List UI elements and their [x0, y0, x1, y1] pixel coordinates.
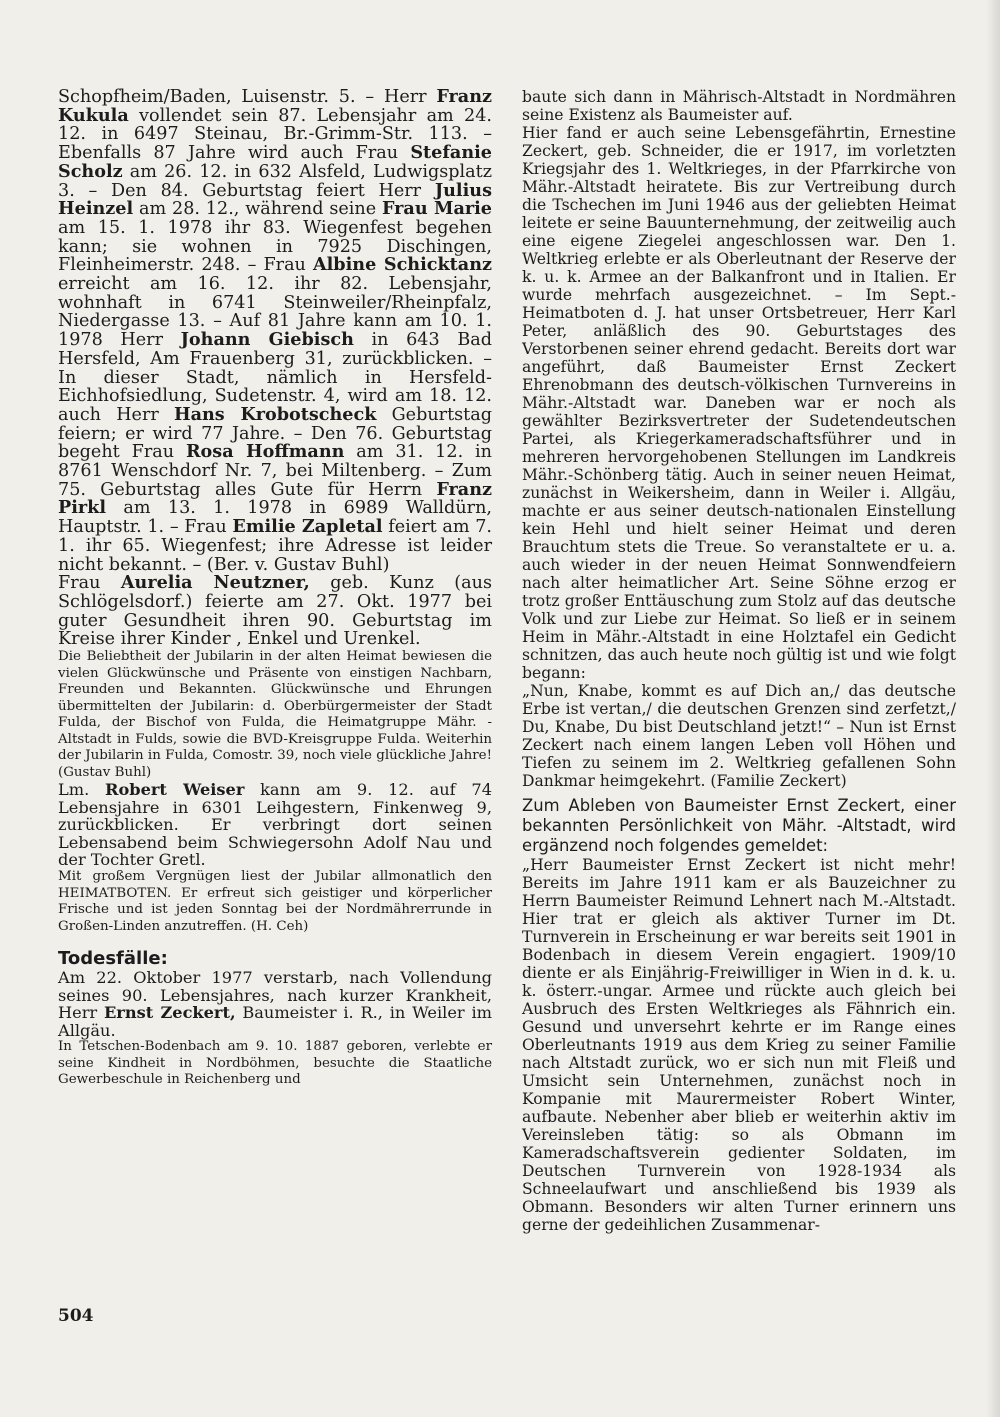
left-column	[58, 88, 492, 1089]
text-run: in 643 Bad Hersfeld, Am Frauenberg 31, zurückblicken. – In dieser Stadt, nämlich in Hersfeld-Eichhofsiedlung, Sudetenstr. 4, wird am 18. 12. auch Herr	[58, 330, 492, 425]
text-run: kann am 9. 12. auf 74 Lebensjahre in 6301 Leihgestern, Finkenweg 9, zurückblicken. Er verbringt dort seinen Lebensabend beim Schwiegersohn Adolf Nau und der Tochter Gretl.	[58, 780, 492, 870]
right-column	[522, 88, 956, 1234]
zeckert-biography-paragraph: In Tetschen-Bodenbach am 9. 10. 1887 geboren, verlebte er seine Kindheit in Nordböhmen, besuchte die Staatliche Gewerbeschule in Reichenberg und	[58, 1039, 492, 1088]
person-name: Stefanie Scholz	[58, 142, 492, 182]
section-title-todesfaelle: Todesfälle:	[58, 948, 168, 970]
text-run: Schopfheim/Baden, Luisenstr. 5. – Herr	[58, 87, 437, 107]
person-name: Aurelia Neutzner,	[120, 572, 310, 594]
text-run: Geburtstag feiern; er wird 77 Jahre. – Den 76. Geburtstag begeht Frau	[58, 404, 492, 463]
zeckert-obituary-paragraph	[58, 969, 492, 1039]
neutzner-paragraph	[58, 574, 492, 649]
zeckert-career-paragraph: baute sich dann in Mährisch-Altstadt in Nordmähren seine Existenz als Baumeister auf.	[522, 88, 956, 124]
weiser-detail-paragraph: Mit großem Vergnügen liest der Jubilar allmonatlich den HEIMATBOTEN. Er erfreut sich geistiger und körperlicher Frische und ist jeden Sonntag bei der Nordmährerrunde in Großen-Linden anzutreffen. (H. Ceh)	[58, 869, 492, 934]
page-number: 504	[58, 1306, 94, 1326]
text-run: erreicht am 16. 12. ihr 82. Lebensjahr, wohnhaft in 6741 Steinweiler/Rheinpfalz, Niedergasse 13. – Auf 81 Jahre kann am 10. 1. 1978 Herr	[58, 274, 492, 351]
person-name: Albine Schicktanz	[312, 254, 492, 276]
person-name: Frau Marie	[381, 198, 492, 220]
person-name: Julius Heinzel	[58, 179, 492, 220]
neutzner-detail-paragraph: Die Beliebtheit der Jubilarin in der alten Heimat bewiesen die vielen Glückwünsche und Präsente von einstigen Nachbarn, Freunden und Bekannten. Glückwünsche und Ehrungen übermittelten der Jubilarin: d. Oberbürgermeister der Stadt Fulda, der Bischof von Fulda, die Heimatgruppe Mähr. -Altstadt in Fulds, sowie die BVD-Kreisgruppe Fulda. Weiterhin der Jubilarin in Fulda, Comostr. 39, noch viele glückliche Jahre! (Gustav Buhl)	[58, 649, 492, 780]
person-name: Robert Weiser	[105, 780, 245, 800]
text-run: vollendet sein 87. Lebensjahr am 24. 12. in 6497 Steinau, Br.-Grimm-Str. 113. – Ebenfalls 87 Jahre wird auch Frau	[58, 105, 492, 164]
text-run: am 28. 12., während seine	[133, 199, 382, 220]
page-edge-shadow	[986, 0, 1000, 1417]
person-name: Rosa Hoffmann	[185, 441, 345, 463]
supplement-heading-paragraph: Zum Ableben von Baumeister Ernst Zeckert, einer bekannten Persönlichkeit von Mähr. -Altstadt, wird ergänzend noch folgendes gemeldet:	[522, 796, 956, 855]
text-run: am 15. 1. 1978 ihr 83. Wiegenfest begehen kann; sie wohnen in 7925 Dischingen, Fleinheimerstr. 248. – Frau	[58, 217, 492, 276]
text-run: Lm.	[58, 780, 105, 800]
person-name: Hans Krobotscheck	[173, 403, 377, 425]
zeckert-life-paragraph: Hier fand er auch seine Lebensgefährtin, Ernestine Zeckert, geb. Schneider, die er 1917, im vorletzten Kriegsjahr des 1. Weltkrieges, in der Pfarrkirche von Mähr.-Altstadt heiratete. Bis zur Vertreibung durch die Tschechen im Juni 1946 aus der geliebten Heimat leitete er seine Bauunternehmung, der zeitweilig auch eine eigene Ziegelei angeschlossen war. Den 1. Weltkrieg erlebte er als Oberleutnant der Reserve der k. u. k. Armee an der Balkanfront und in Italien. Er wurde mehrfach ausgezeichnet. – Im Sept.-Heimatboten d. J. hat unser Ortsbetreuer, Herr Karl Peter, anläßlich des 90. Geburtstages des Verstorbenen seiner ehrend gedacht. Bereits dort war angeführt, daß Baumeister Ernst Zeckert Ehrenobmann des deutsch-völkischen Turnvereins in Mähr.-Altstadt war. Daneben war er noch als gewählter Bezirksvertreter der Sudetendeutschen Partei, als Kriegerkameradschaftsführer und in mehreren hervorgehobenen Stellungen im Landkreis Mähr.-Schönberg tätig. Auch in seiner neuen Heimat, zunächst in Weikersheim, dann in Weiler i. Allgäu, machte er aus seiner deutsch-nationalen Einstellung kein Hehl und hielt seiner Heimat und deren Brauchtum stets die Treue. So veranstaltete er u. a. auch wieder in der neuen Heimat Sonnwendfeiern nach alter heimatlicher Art. Seine Söhne erzog er trotz großer Enttäuschung zum Stolz auf das deutsche Volk und zur Liebe zur Heimat. So ließ er in seinem Heim in Mähr.-Altstadt in eine Holztafel ein Gedicht schnitzen, das auch heute noch gültig ist und wie folgt begann:	[522, 124, 956, 682]
text-run: am 13. 1. 1978 in 6989 Walldürn, Hauptstr. 1. – Frau	[58, 498, 492, 538]
text-run: Am 22. Oktober 1977 verstarb, nach Vollendung seines 90. Lebensjahres, nach kurzer Krankheit, Herr	[58, 968, 492, 1023]
zeckert-poem-paragraph: „Nun, Knabe, kommt es auf Dich an,/ das deutsche Erbe ist vertan,/ die deutschen Grenzen sind zerfetzt,/ Du, Knabe, Du bist Deutschland jetzt!“ – Nun ist Ernst Zeckert nach einem langen Leben voll Höhen und Tiefen zu seinem im 2. Weltkrieg gefallenen Sohn Dankmar heimgekehrt. (Familie Zeckert)	[522, 682, 956, 790]
person-name: Johann Giebisch	[180, 329, 354, 351]
birthday-announcements-paragraph	[58, 88, 492, 574]
supplement-body-paragraph: „Herr Baumeister Ernst Zeckert ist nicht mehr! Bereits im Jahre 1911 kam er als Bauzeichner zu Herrn Baumeister Reimund Lehnert nach M.-Altstadt. Hier trat er gleich als aktiver Turner im Dt. Turnverein in Erscheinung er war bereits seit 1901 in Bodenbach in diesem Verein engagiert. 1909/10 diente er als Einjährig-Freiwilliger in Wien in d. k. u. k. österr.-ungar. Armee und rückte auch gleich bei Ausbruch des Ersten Weltkrieges als Fähnrich ein. Gesund und unversehrt kehrte er im Range eines Oberleutnants 1919 aus dem Krieg zu seiner Familie nach Altstadt zurück, wo er sich nun mit Fleiß und Umsicht sein Unternehmen, zunächst noch in Kompanie mit Maurermeister Robert Winter, aufbaute. Nebenher aber blieb er weiterhin aktiv im Vereinsleben tätig: so als Obmann im Kameradschaftsverein gedienter Soldaten, im Deutschen Turnverein von 1928-1934 als Schneelaufwart und anschließend bis 1939 als Obmann. Besonders wir alten Turner erinnern uns gerne der gedeihlichen Zusammenar-	[522, 856, 956, 1234]
person-name: Franz Kukula	[58, 86, 492, 126]
text-run: am 31. 12. in 8761 Wenschdorf Nr. 7, bei Miltenberg. – Zum 75. Geburtstag alles Gute für Herrn	[58, 442, 492, 500]
person-name: Ernst Zeckert,	[103, 1003, 236, 1023]
text-run: am 26. 12. in 632 Alsfeld, Ludwigsplatz 3. – Den 84. Geburtstag feiert Herr	[58, 161, 492, 201]
text-run: Baumeister i. R., in Weiler im Allgäu.	[58, 1003, 492, 1040]
text-run: Frau	[58, 573, 121, 594]
person-name: Franz Pirkl	[58, 478, 492, 519]
text-run: geb. Kunz (aus Schlögelsdorf.) feierte am 27. Okt. 1977 bei guter Gesundheit ihren 90. Geburtstag im Kreise ihrer Kinder , Enkel und Urenkel.	[58, 573, 492, 650]
weiser-paragraph	[58, 781, 492, 869]
person-name: Emilie Zapletal	[232, 516, 383, 538]
text-run: feiert am 7. 1. ihr 65. Wiegenfest; ihre Adresse ist leider nicht bekannt. – (Ber. v. Gustav Buhl)	[58, 517, 492, 575]
